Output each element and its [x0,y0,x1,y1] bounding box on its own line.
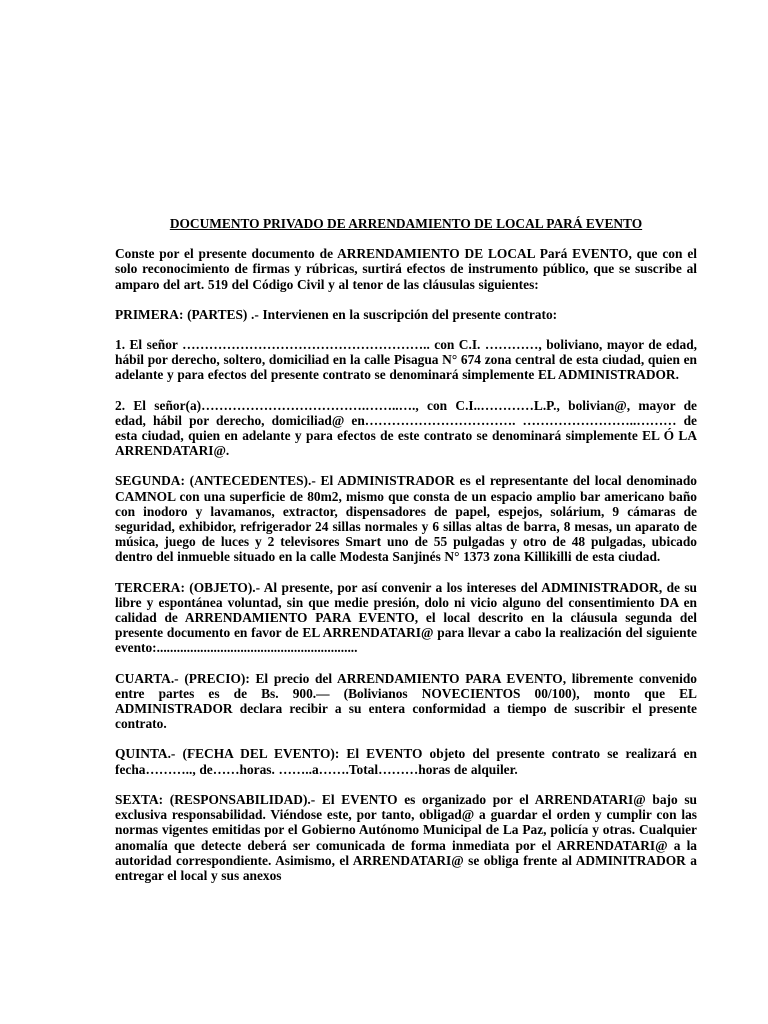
paragraph-primera: PRIMERA: (PARTES) .- Intervienen en la suscripción del presente contrato: [115,306,558,322]
paragraph-party-2: 2. El señor(a)……………………………….……..…., con C.I..…………L.P., bolivian@, mayor de edad, hábil por derecho, domiciliad@ en……………………………. ……………………..……… de esta ciudad, quien en adelante y para efectos de este contrato se denominará simplemente EL Ó LA ARRENDATARI@. [115,397,697,459]
paragraph-tercera: TERCERA: (OBJETO).- Al presente, por así convenir a los intereses del ADMINISTRADOR, de su libre y espontánea voluntad, sin que medie presión, dolo ni vicio alguno del consentimiento DA en calidad de ARRENDAMIENTO PARA EVENTO, el local descrito en la cláusula segunda del presente documento en favor de EL ARRENDATARI@ para llevar a cabo la realización del siguiente evento:............................................................ [115,579,697,656]
paragraph-sexta: SEXTA: (RESPONSABILIDAD).- El EVENTO es organizado por el ARRENDATARI@ bajo su exclusiva responsabilidad. Viéndose este, por tanto, obligad@ a guardar el orden y cumplir con las normas vigentes emitidas por el Gobierno Autónomo Municipal de La Paz, policía y otras. Cualquier anomalía que detecte deberá ser comunicada de forma inmediata por el ARRENDATARI@ a la autoridad correspondiente. Asimismo, el ARRENDATARI@ se obliga frente al ADMINITRADOR a entregar el local y sus anexos [115,791,697,883]
document-title: DOCUMENTO PRIVADO DE ARRENDAMIENTO DE LOCAL PARÁ EVENTO [169,216,643,231]
paragraph-segunda: SEGUNDA: (ANTECEDENTES).- El ADMINISTRADOR es el representante del local denominado CAMNOL con una superficie de 80m2, mismo que consta de un espacio amplio bar americano baño con inodoro y lavamanos, extractor, dispensadores de papel, espejos, solárium, 9 cámaras de seguridad, exhibidor, refrigerador 24 sillas normales y 6 sillas altas de barra, 8 mesas, un aparato de música, juego de luces y 2 televisores Smart uno de 55 pulgadas y otro de 48 pulgadas, ubicado dentro del inmueble situado en la calle Modesta Sanjinés N° 1373 zona Killikilli de esta ciudad. [115,473,697,565]
paragraph-preamble: Conste por el presente documento de ARRENDAMIENTO DE LOCAL Pará EVENTO, que con el solo reconocimiento de firmas y rúbricas, surtirá efectos de instrumento público, que se suscribe al amparo del art. 519 del Código Civil y al tenor de las cláusulas siguientes: [115,246,697,292]
paragraph-quinta: QUINTA.- (FECHA DEL EVENTO): El EVENTO objeto del presente contrato se realizará en fecha……….., de……horas. ……..a…….Total………horas de alquiler. [115,746,697,777]
paragraph-cuarta: CUARTA.- (PRECIO): El precio del ARRENDAMIENTO PARA EVENTO, libremente convenido entre partes es de Bs. 900.— (Bolivianos NOVECIENTOS 00/100), monto que EL ADMINISTRADOR declara recibir a su entera conformidad a tiempo de suscribir el presente contrato. [115,670,697,732]
document-page [115,216,697,898]
paragraph-party-1: 1. El señor ……………………………………………….. con C.I. …………, boliviano, mayor de edad, hábil por derecho, soltero, domiciliad en la calle Pisagua N° 674 zona central de esta ciudad, quien en adelante y para efectos del presente contrato se denominará simplemente EL ADMINISTRADOR. [115,337,697,383]
